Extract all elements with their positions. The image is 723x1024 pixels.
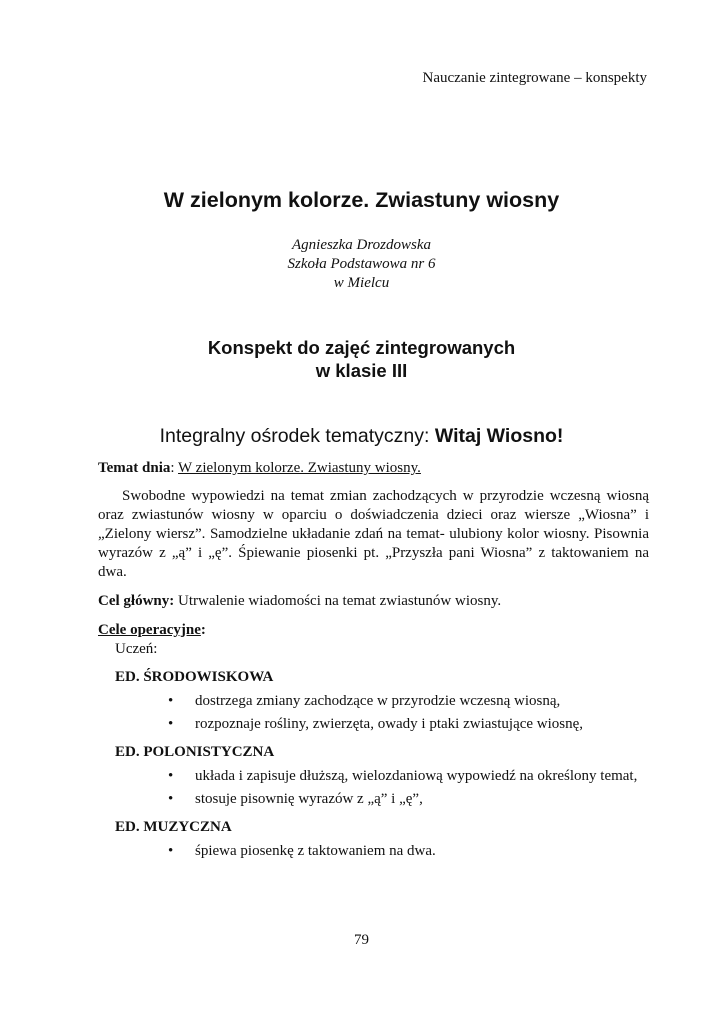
list-item: • układa i zapisuje dłuższą, wielozdaniową wypowiedź na określony temat, bbox=[168, 768, 638, 784]
subtitle-line-1: Konspekt do zajęć zintegrowanych bbox=[207, 337, 516, 358]
list-item: • dostrzega zmiany zachodzące w przyrodzie wczesną wiosną, bbox=[168, 693, 561, 709]
topic-label: Temat dnia bbox=[98, 460, 171, 476]
operational-goals-heading bbox=[98, 621, 649, 640]
list-item: • rozpoznaje rośliny, zwierzęta, owady i ptaki zwiastujące wiosnę, bbox=[168, 716, 584, 732]
section-heading-music: ED. MUZYCZNA bbox=[115, 819, 232, 835]
operational-goals-heading-text: Cele operacyjne bbox=[98, 622, 201, 638]
topic-colon: : bbox=[170, 460, 179, 476]
operational-goals-heading-colon: : bbox=[200, 622, 206, 638]
author-block bbox=[0, 236, 723, 293]
environmental-goals-list bbox=[98, 692, 649, 734]
bullet-icon: • bbox=[168, 716, 174, 732]
music-goals-list bbox=[98, 842, 649, 861]
section-heading-polish: ED. POLONISTYCZNA bbox=[115, 744, 275, 760]
topic-value: W zielonym kolorze. Zwiastuny wiosny. bbox=[178, 460, 421, 476]
main-goal-value: Utrwalenie wiadomości na temat zwiastunów wiosny. bbox=[174, 593, 502, 609]
theme-label: Integralny ośrodek tematyczny: bbox=[159, 425, 435, 447]
bullet-icon: • bbox=[168, 843, 174, 859]
main-goal-label: Cel główny: bbox=[98, 593, 175, 609]
bullet-icon: • bbox=[168, 791, 174, 807]
subtitle bbox=[0, 336, 723, 382]
main-goal bbox=[98, 592, 649, 611]
bullet-icon: • bbox=[168, 693, 174, 709]
list-item: • stosuje pisownię wyrazów z „ą” i „ę”, bbox=[168, 791, 423, 807]
description-paragraph: Swobodne wypowiedzi na temat zmian zachodzących w przyrodzie wczesną wiosną oraz zwiastunów wiosny w oparciu o doświadczenia dzieci oraz wiersze „Wiosna” i „Zielony wiersz”. Samodzielne układanie zdań na temat- ulubiony kolor wiosny. Pisownia wyrazów z „ą” i „ę”. Śpiewanie piosenki pt. „Przyszła pani Wiosna” z taktowaniem na dwa. bbox=[98, 488, 649, 580]
section-heading-environmental: ED. ŚRODOWISKOWA bbox=[115, 669, 274, 685]
operational-goals bbox=[98, 621, 649, 865]
student-label: Uczeń: bbox=[115, 641, 158, 657]
polish-goals-list bbox=[98, 767, 649, 809]
page-number: 79 bbox=[354, 932, 369, 948]
author-city: w Mielcu bbox=[333, 275, 390, 291]
page-title: W zielonym kolorze. Zwiastuny wiosny bbox=[163, 188, 560, 212]
topic-line bbox=[98, 459, 649, 478]
thematic-center bbox=[0, 425, 723, 448]
running-header: Nauczanie zintegrowane – konspekty bbox=[422, 70, 647, 86]
author-name: Agnieszka Drozdowska bbox=[291, 237, 432, 253]
theme-value: Witaj Wiosno! bbox=[434, 425, 564, 447]
subtitle-line-2: w klasie III bbox=[315, 360, 408, 381]
list-item: • śpiewa piosenkę z taktowaniem na dwa. bbox=[168, 843, 436, 859]
bullet-icon: • bbox=[168, 768, 174, 784]
author-school: Szkoła Podstawowa nr 6 bbox=[287, 256, 436, 272]
